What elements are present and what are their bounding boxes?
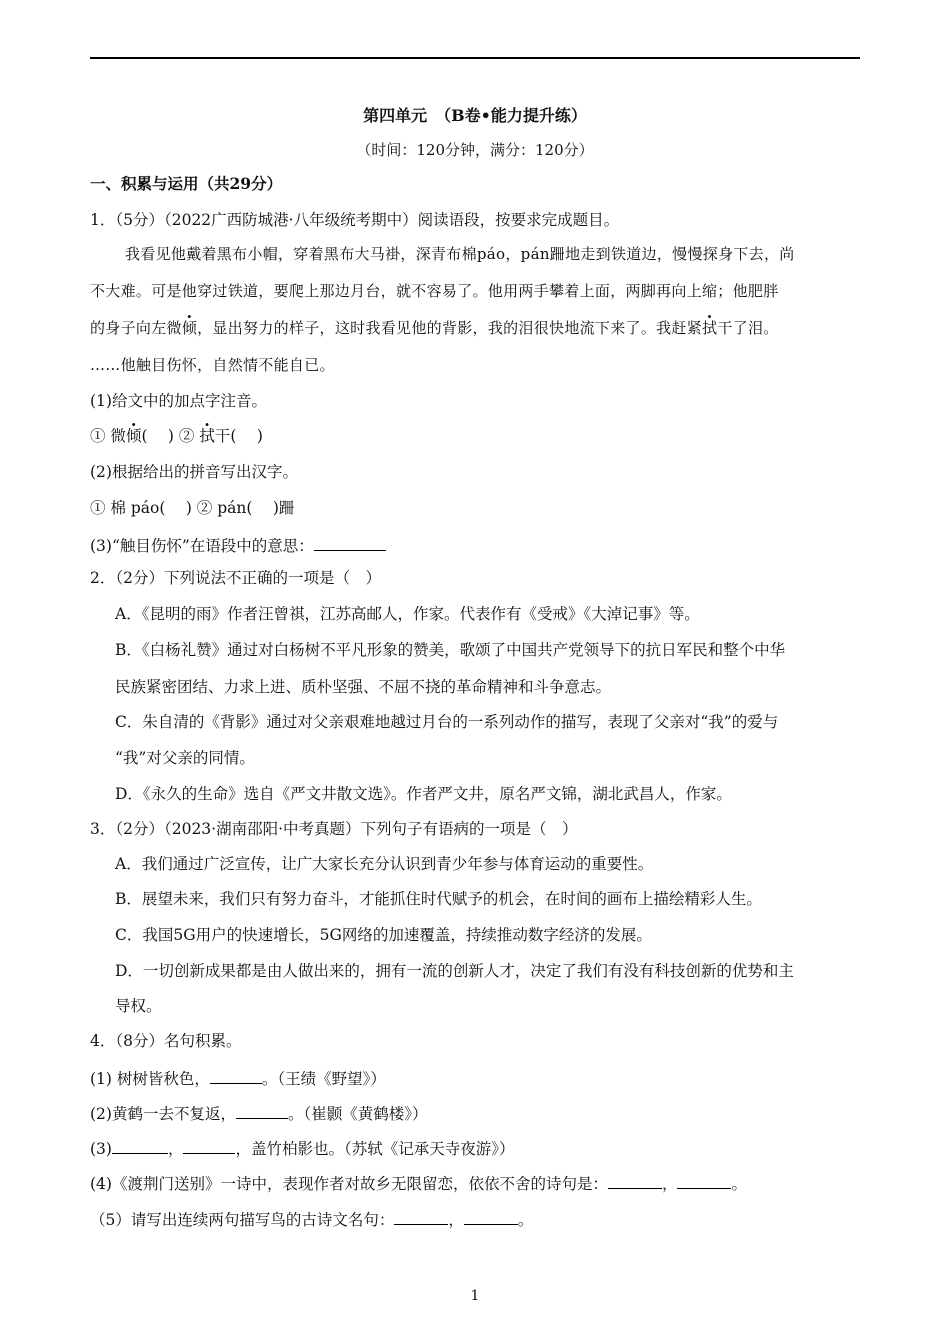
header-rule <box>90 57 860 59</box>
page-subtitle: （时间：120分钟，满分：120分） <box>356 141 594 159</box>
q1-part-1-answer: ① 微倾( ) ② 拭干( ) <box>90 427 263 445</box>
page-title: 第四单元 （B卷•能力提升练） <box>363 106 587 125</box>
q1-part-1: (1)给文中的加点字注音。 <box>90 392 267 410</box>
q1-passage-line-1: 我看见他戴着黑布小帽，穿着黑布大马褂，深青布棉páo，pán跚地走到铁道边，慢慢探身下去，尚 <box>125 245 795 263</box>
q1-passage-line-4: ……他触目伤怀，自然情不能自已。 <box>90 356 335 374</box>
q1-passage-line-2: 不大难。可是他穿过铁道，要爬上那边月台，就不容易了。他用两手攀着上面，两脚再向上缩；他肥胖 <box>90 282 779 300</box>
q3-option-b: B．展望未来，我们只有努力奋斗，才能抓住时代赋予的机会，在时间的画布上描绘精彩人生。 <box>115 890 762 908</box>
section-heading: 一、积累与运用（共29分） <box>90 174 283 193</box>
answer-blank[interactable] <box>236 1102 288 1119</box>
q3-option-c: C．我国5G用户的快速增长，5G网络的加速覆盖，持续推动数字经济的发展。 <box>115 926 652 944</box>
page-number: 1 <box>470 1288 480 1304</box>
q2-option-c-cont: “我”对父亲的同情。 <box>115 749 255 767</box>
answer-blank[interactable] <box>183 1137 235 1154</box>
dotted-char: 倾 <box>181 319 198 337</box>
dotted-char: 倾 <box>125 427 142 445</box>
answer-blank[interactable] <box>112 1137 168 1154</box>
q1-stem: 1．（5分）（2022广西防城港·八年级统考期中）阅读语段，按要求完成题目。 <box>90 211 620 229</box>
q1-part-3: (3)“触目伤怀”在语段中的意思： <box>90 534 386 556</box>
q4-stem: 4．（8分）名句积累。 <box>90 1032 242 1050</box>
q4-item-4: (4)《渡荆门送别》一诗中，表现作者对故乡无限留恋，依依不舍的诗句是： ， 。 <box>90 1172 747 1194</box>
q4-item-5: （5）请写出连续两句描写鸟的古诗文名句： ， 。 <box>90 1208 533 1230</box>
dotted-char: 拭 <box>199 427 215 445</box>
q3-option-d: D．一切创新成果都是由人做出来的，拥有一流的创新人才，决定了我们有没有科技创新的优势和主 <box>115 962 794 980</box>
q3-stem: 3．（2分）（2023·湖南邵阳·中考真题）下列句子有语病的一项是（ ） <box>90 820 578 838</box>
answer-blank[interactable] <box>314 534 386 551</box>
q4-item-3: (3) ， ，盖竹柏影也。（苏轼《记承天寺夜游》） <box>90 1137 515 1159</box>
q2-option-a: A．《昆明的雨》作者汪曾祺，江苏高邮人，作家。代表作有《受戒》《大淖记事》等。 <box>115 605 700 623</box>
answer-blank[interactable] <box>677 1172 731 1189</box>
q1-part-2: (2)根据给出的拼音写出汉字。 <box>90 463 298 481</box>
q2-option-b: B．《白杨礼赞》通过对白杨树不平凡形象的赞美，歌颂了中国共产党领导下的抗日军民和整个中华 <box>115 641 786 659</box>
q3-option-a: A．我们通过广泛宣传，让广大家长充分认识到青少年参与体育运动的重要性。 <box>115 855 654 873</box>
q2-option-d: D．《永久的生命》选自《严文井散文选》。作者严文井，原名严文锦，湖北武昌人，作家。 <box>115 785 732 803</box>
answer-blank[interactable] <box>394 1208 448 1225</box>
q4-item-2: (2)黄鹤一去不复返， 。（崔颢《黄鹤楼》） <box>90 1102 427 1124</box>
answer-blank[interactable] <box>210 1067 262 1084</box>
q2-stem: 2．（2分）下列说法不正确的一项是（ ） <box>90 569 381 587</box>
answer-blank[interactable] <box>464 1208 518 1225</box>
q4-item-1: (1) 树树皆秋色， 。（王绩《野望》） <box>90 1067 386 1089</box>
q1-passage-line-3: 的身子向左微倾，显出努力的样子，这时我看见他的背影，我的泪很快地流下来了。我赶紧拭干了泪。 <box>90 319 779 337</box>
q2-option-c: C．朱自清的《背影》通过对父亲艰难地越过月台的一系列动作的描写，表现了父亲对“我”的爱与 <box>115 713 779 731</box>
q2-option-b-cont: 民族紧密团结、力求上进、质朴坚强、不屈不挠的革命精神和斗争意志。 <box>115 678 612 696</box>
answer-blank[interactable] <box>608 1172 662 1189</box>
q1-part-2-answer: ① 棉 páo( ) ② pán( )跚 <box>90 499 295 517</box>
q3-option-d-cont: 导权。 <box>115 997 162 1015</box>
dotted-char: 拭 <box>702 319 718 337</box>
